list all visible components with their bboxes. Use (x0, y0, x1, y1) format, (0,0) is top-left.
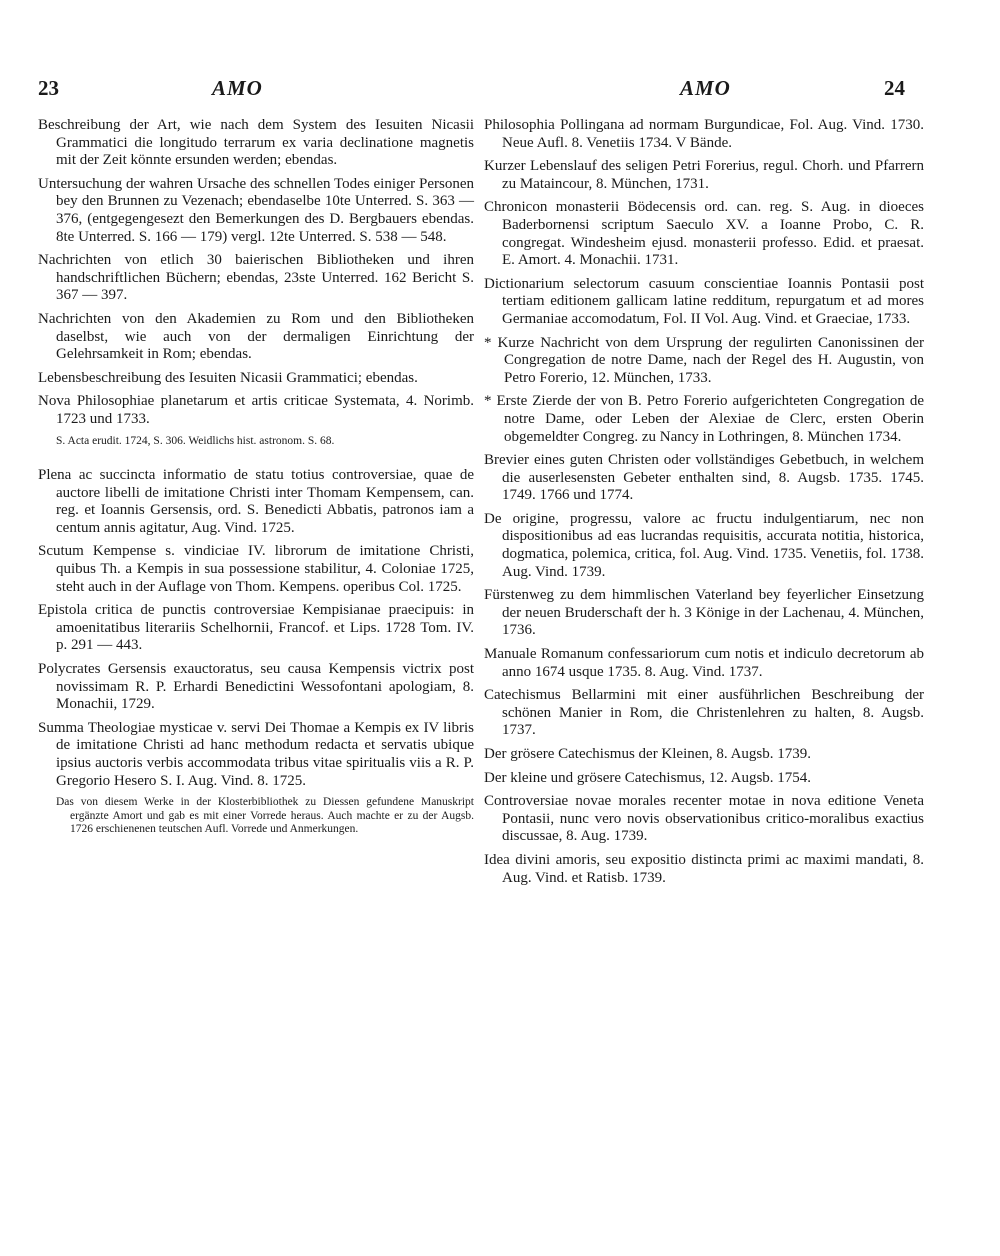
bibliography-entry: Summa Theologiae mysticae v. servi Dei Thomae a Kempis ex IV libris de imitatione Christi ad hanc methodum redacta et servatis ubique ipsius auctoris verbis accommodata tribus vitae spiritualis viis a R. P. Gregorio Hesero S. I. Aug. Vind. 8. 1725. (38, 719, 474, 789)
right-running-title: AMO (680, 76, 731, 100)
bibliography-entry: Beschreibung der Art, wie nach dem System des Iesuiten Nicasii Grammatici die longitudo terrarum ex varia declinatione magnetis mit der Zeit könnte ersunden werden; ebendas. (38, 117, 474, 169)
bibliography-entry: Kurzer Lebenslauf des seligen Petri Forerius, regul. Chorh. und Pfarrern zu Mataincour, 8. München, 1731. (484, 158, 924, 192)
bibliography-entry: Dictionarium selectorum casuum conscientiae Ioannis Pontasii post tertiam editionem gallicam latine redditum, repurgatum et ad mores Germaniae accomodatum, Fol. II Vol. Aug. Vind. et Graeciae, 1733. (484, 275, 924, 327)
bibliography-entry: Scutum Kempense s. vindiciae IV. librorum de imitatione Christi, quibus Th. a Kempis in sua possessione stabilitur, 4. Coloniae 1725, steht auch in der Auflage von Thom. Kempens. operibus Col. 1725. (38, 543, 474, 595)
bibliography-entry: Polycrates Gersensis exauctoratus, seu causa Kempensis victrix post novissimam R. P. Erhardi Benedictini Wessofontani apologiam, 8. Monachii, 1729. (38, 661, 474, 713)
bibliography-entry: Chronicon monasterii Bödecensis ord. can. reg. S. Aug. in dioeces Baderbornensi scriptum Saeculo XV. a Ioanne Probo, C. R. congregat. Windesheim ejusd. monasterii professo. Edid. et praesat. E. Amort. 4. Monachii. 1731. (484, 199, 924, 269)
bibliography-entry: Philosophia Pollingana ad normam Burgundicae, Fol. Aug. Vind. 1730. Neue Aufl. 8. Venetiis 1734. V Bände. (484, 117, 924, 151)
right-page-number: 24 (884, 76, 905, 100)
bibliography-entry: Idea divini amoris, seu expositio distincta primi ac maximi mandati, 8. Aug. Vind. et Ratisb. 1739. (484, 851, 924, 886)
bibliography-entry: Fürstenweg zu dem himmlischen Vaterland bey feyerlicher Einsetzung der neuen Bruderschaft der h. 3 Könige in der Lachenau, 4. München, 1736. (484, 587, 924, 639)
bibliography-entry: Catechismus Bellarmini mit einer ausführlichen Beschreibung der schönen Manier in Rom, die Christenlehren zu halten, 8. Augsb. 1737. (484, 687, 924, 739)
bibliography-entry: * Erste Zierde der von B. Petro Forerio aufgerichteten Congregation de notre Dame, oder Leben der Alexiae de Clerc, ersten Oberin obgemeldter Congreg. zu Nancy in Lothringen, 8. München 1734. (484, 393, 924, 445)
bibliographic-note: Das von diesem Werke in der Klosterbibliothek zu Diessen gefundene Manuskript ergänzte Amort und gab es mit einer Vorrede heraus. Auch machte er zu der Augsb. 1726 erschienenen teutschen Aufl. Vorrede und Anmerkungen. (56, 796, 474, 836)
bibliographic-note: S. Acta erudit. 1724, S. 306. Weidlichs hist. astronom. S. 68. (56, 434, 335, 447)
bibliography-entry: De origine, progressu, valore ac fructu indulgentiarum, nec non dispositionibus ad eas lucrandas requisitis, accurata notitia, historica, dogmatica, polemica, critica, fol. Aug. Vind. 1735. Venetiis, fol. 1738. Aug. Vind. 1739. (484, 510, 924, 580)
right-column (484, 117, 924, 893)
bibliography-entry: Plena ac succincta informatio de statu totius controversiae, quae de auctore libelli de imitatione Christi inter Thomam Kempensem, can. reg. et Ioannis Gersensis, ord. S. Benedicti Abbatis, patronos iam a centum annis agitatur, Aug. Vind. 1725. (38, 467, 474, 536)
bibliography-entry: Controversiae novae morales recenter motae in nova editione Veneta Pontasii, nunc vero novis observationibus critico-moralibus exactius discussae, 8. Aug. 1739. (484, 793, 924, 845)
bibliography-entry: * Kurze Nachricht von dem Ursprung der regulirten Canonissinen der Congregation de notre Dame, nach der Regel des H. Augustin, von Petro Forerio, 12. München, 1733. (484, 334, 924, 386)
spacer (38, 455, 474, 467)
left-column (38, 117, 474, 844)
bibliography-entry: Epistola critica de punctis controversiae Kempisianae praecipuis: in amoenitatibus literariis Schelhornii, Francof. et Lips. 1728 Tom. IV. p. 291 — 443. (38, 602, 474, 654)
bibliography-entry: Nachrichten von etlich 30 baierischen Bibliotheken und ihren handschriftlichen Büchern; ebendas, 23ste Unterred. 162 Bericht S. 367 — 397. (38, 252, 474, 304)
bibliography-entry: Untersuchung der wahren Ursache des schnellen Todes einiger Personen bey den Brunnen zu Vezenach; ebendaselbe 10te Unterred. S. 363 — 376, (entgegengesezt den Bemerkungen des D. Bergbauers ebendas. 8te Unterred. S. 166 — 179) vergl. 12te Unterred. S. 538 — 548. (38, 175, 474, 245)
left-running-title: AMO (212, 76, 263, 100)
bibliography-entry: Lebensbeschreibung des Iesuiten Nicasii Grammatici; ebendas. (38, 369, 418, 386)
bibliography-entry: Brevier eines guten Christen oder vollständiges Gebetbuch, in welchem die auserlesensten Gebeter enthalten sind, 8. Augsb. 1735. 1745. 1749. 1766 und 1774. (484, 452, 924, 504)
left-page-number: 23 (38, 76, 59, 100)
bibliography-entry: Nova Philosophiae planetarum et artis criticae Systemata, 4. Norimb. 1723 und 1733. (38, 393, 474, 427)
bibliography-entry: Nachrichten von den Akademien zu Rom und den Bibliotheken daselbst, wie auch von der dermaligen Einrichtung der Gelehrsamkeit in Rom; ebendas. (38, 310, 474, 363)
bibliography-entry: Der grösere Catechismus der Kleinen, 8. Augsb. 1739. (484, 746, 812, 762)
bibliography-entry: Manuale Romanum confessariorum cum notis et indiculo decretorum ab anno 1674 usque 1735. 8. Aug. Vind. 1737. (484, 646, 924, 680)
bibliography-entry: Der kleine und grösere Catechismus, 12. Augsb. 1754. (484, 769, 812, 786)
